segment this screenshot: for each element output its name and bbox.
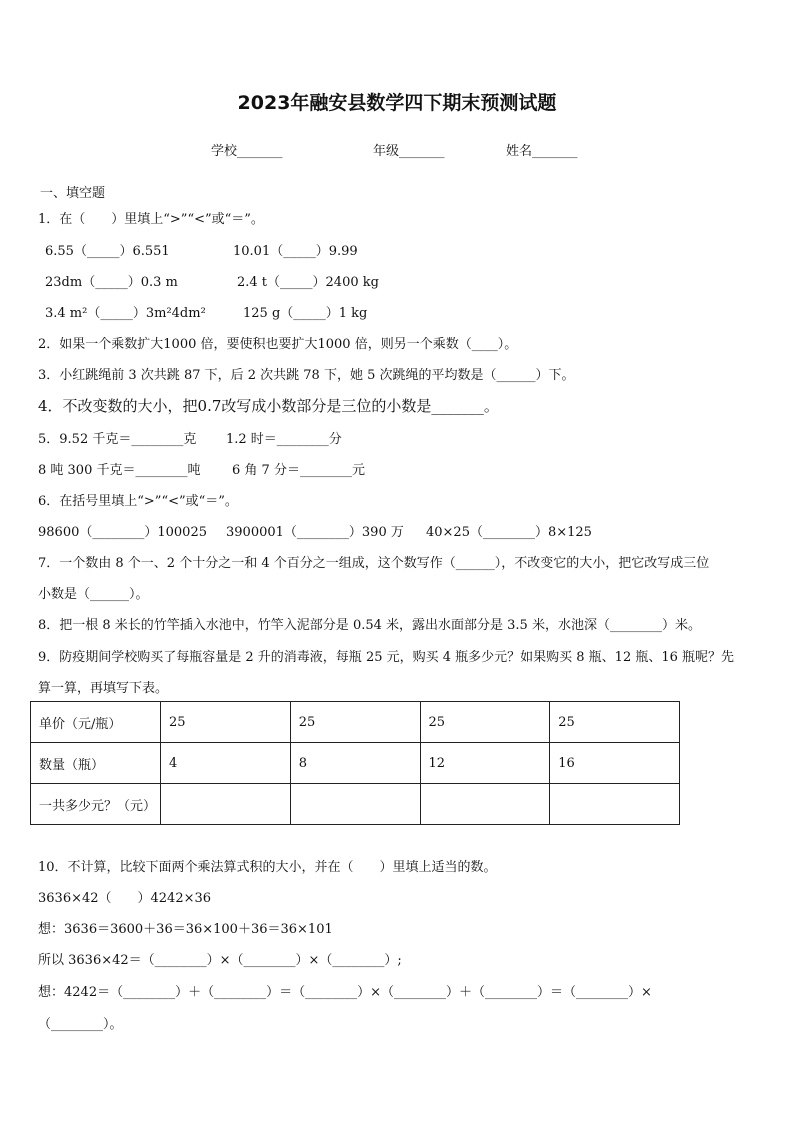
answer-cell[interactable] (420, 784, 550, 825)
question-4: 4．不改变数的大小，把0.7改写成小数部分是三位的小数是_______。 (38, 397, 499, 415)
question-1-item: 3.4 m²（_____）3m²4dm² (45, 306, 206, 321)
question-9-line: 9．防疫期间学校购买了每瓶容量是 2 升的消毒液，每瓶 25 元，购买 4 瓶多少元？如果购买 8 瓶、12 瓶、16 瓶呢？先 (38, 650, 735, 665)
question-10-line: 3636×42（ ）4242×36 (38, 891, 212, 906)
table-cell: 12 (420, 743, 550, 784)
page-title: 2023年融安县数学四下期末预测试题 (237, 92, 557, 114)
question-8: 8．把一根 8 米长的竹竿插入水池中，竹竿入泥部分是 0.54 米，露出水面部分是 3.5 米，水池深（________）米。 (38, 618, 701, 633)
question-1-item: 125 g（_____）1 kg (243, 306, 368, 321)
answer-cell[interactable] (161, 784, 291, 825)
question-6-item: 40×25（________）8×125 (426, 525, 592, 540)
question-3: 3．小红跳绳前 3 次共跳 87 下，后 2 次共跳 78 下，她 5 次跳绳的平均数是（______）下。 (38, 368, 575, 383)
question-7-line: 小数是（______）。 (38, 587, 149, 602)
table-cell: 25 (550, 702, 680, 743)
question-1-item: 6.55（_____）6.551 (45, 244, 170, 259)
question-6-item: 3900001（________）390 万 (226, 525, 404, 540)
question-10-line: 所以 3636×42＝（________）×（________）×（________）; (38, 953, 402, 968)
table-row (31, 784, 680, 825)
name-field[interactable]: 姓名_______ (506, 144, 578, 159)
school-field[interactable]: 学校_______ (211, 144, 283, 159)
answer-cell[interactable] (290, 784, 420, 825)
question-2: 2．如果一个乘数扩大1000 倍，要使积也要扩大1000 倍，则另一个乘数（____）。 (38, 337, 518, 352)
price-table (30, 701, 680, 825)
table-cell: 25 (161, 702, 291, 743)
question-5-item: 8 吨 300 千克＝________吨 (38, 463, 201, 478)
table-cell: 8 (290, 743, 420, 784)
table-cell: 一共多少元？（元） (31, 784, 161, 825)
table-cell: 25 (420, 702, 550, 743)
question-1-item: 10.01（_____）9.99 (233, 244, 358, 259)
question-1-item: 23dm（_____）0.3 m (45, 275, 178, 290)
question-5-item: 6 角 7 分＝________元 (232, 463, 365, 478)
question-10-line: 想：4242＝（________）＋（________）＝（________）×（________）＋（________）＝（________）× (38, 985, 652, 1000)
question-5-item: 5．9.52 千克＝________克 (38, 432, 197, 447)
question-6-item: 98600（________）100025 (38, 525, 207, 540)
question-1-stem: 1．在（ ）里填上“>”“<”或“＝”。 (38, 212, 264, 227)
table-cell: 16 (550, 743, 680, 784)
table-row (31, 743, 680, 784)
question-10-line: 想：3636＝3600＋36＝36×100＋36＝36×101 (38, 922, 333, 937)
question-10-line: （________）。 (38, 1017, 123, 1032)
table-row (31, 702, 680, 743)
table-cell: 数量（瓶） (31, 743, 161, 784)
question-6-stem: 6．在括号里填上“>”“<”或“＝”。 (38, 494, 238, 509)
question-9-line: 算一算，再填写下表。 (38, 681, 169, 696)
table-cell: 单价（元/瓶） (31, 702, 161, 743)
section-heading: 一、填空题 (40, 186, 106, 201)
question-5-item: 1.2 时＝________分 (226, 432, 342, 447)
grade-field[interactable]: 年级_______ (373, 144, 445, 159)
table-cell: 25 (290, 702, 420, 743)
question-1-item: 2.4 t（_____）2400 kg (237, 275, 379, 290)
table-cell: 4 (161, 743, 291, 784)
question-10-stem: 10．不计算，比较下面两个乘法算式积的大小，并在（ ）里填上适当的数。 (38, 860, 497, 875)
question-7-line: 7．一个数由 8 个一、2 个十分之一和 4 个百分之一组成，这个数写作（______），不改变它的大小，把它改写成三位 (38, 556, 710, 571)
answer-cell[interactable] (550, 784, 680, 825)
